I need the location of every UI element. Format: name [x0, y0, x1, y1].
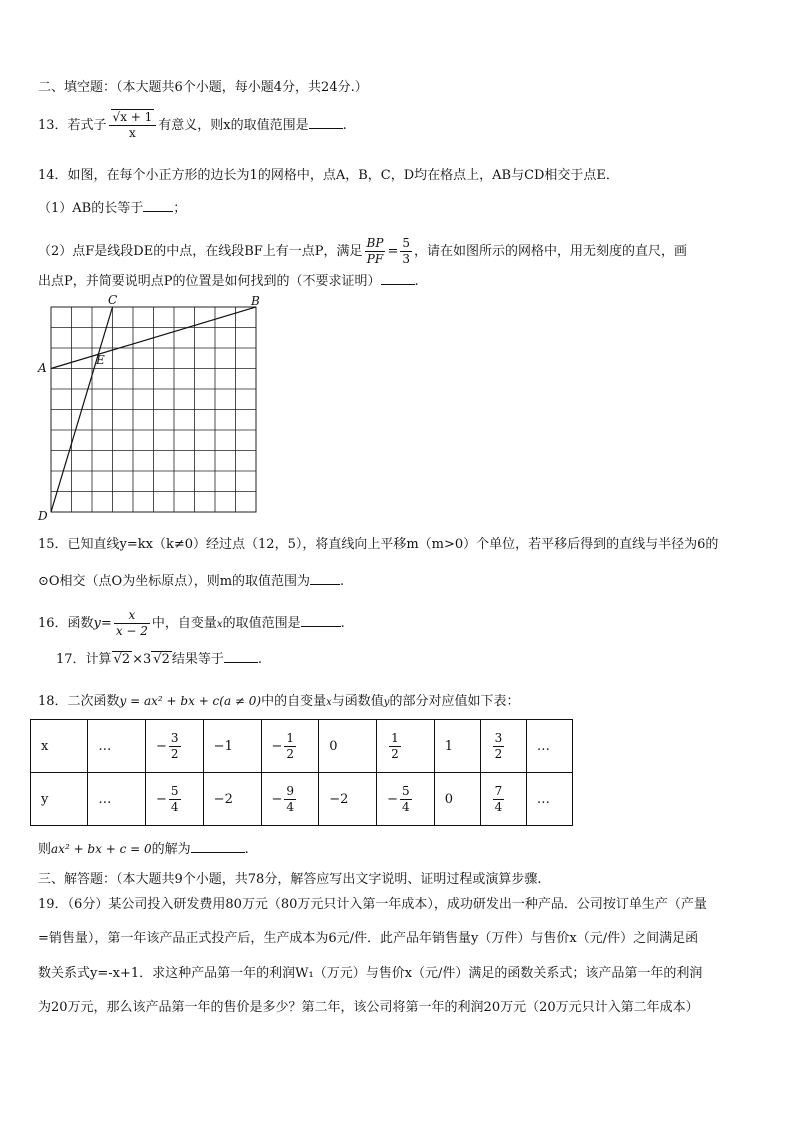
q14-ratio-fraction: $\frac{5}{3}$: [402, 236, 410, 266]
question-19-line4: 为20万元，那么该产品第一年的售价是多少？第二年，该公司将第一年的利润20万元（20万元只计入第二年成本）: [38, 1000, 699, 1015]
section-2-title: 二、填空题：（本大题共6个小题，每小题4分，共24分.）: [38, 80, 368, 95]
question-14-part1: （1）AB的长等于 ；: [38, 201, 187, 216]
q18-answer-formula: ax² + bx + c = 0: [51, 842, 152, 856]
table-cell: 0: [319, 720, 377, 773]
section-3-title: 三、解答题：（本大题共9个小题，共78分，解答应写出文字说明、证明过程或演算步骤.: [38, 872, 542, 887]
q13-denominator: x: [129, 126, 136, 140]
table-cell: $\frac{7}{4}$: [480, 773, 526, 826]
table-cell: …: [526, 773, 572, 826]
question-14-part2-line2: 出点P，并简要说明点P的位置是如何找到的（不要求证明） .: [38, 274, 419, 289]
label-c: C: [108, 293, 118, 307]
q15-answer-blank[interactable]: [310, 572, 340, 585]
question-14-stem: 14．如图，在每个小正方形的边长为1的网格中，点A，B，C，D均在格点上，AB与CD相交于点E．: [38, 168, 619, 183]
table-cell: …: [88, 720, 146, 773]
table-cell: − $\frac{5}{4}$: [377, 773, 435, 826]
q14-part2-blank[interactable]: [381, 272, 415, 285]
table-cell: − $\frac{1}{2}$: [261, 720, 319, 773]
q14-grid-figure: [34, 290, 269, 525]
q13-numerator: √x + 1: [112, 110, 153, 124]
q17-sqrt-2: √2: [153, 652, 170, 667]
table-cell: x: [31, 720, 88, 773]
q17-sqrt-1: √2: [113, 652, 131, 667]
q14-bp-pf-fraction: $\frac{BP}{PF}$: [366, 236, 384, 266]
label-b: B: [251, 294, 260, 308]
question-18: 18．二次函数y = ax² + bx + c(a ≠ 0)中的自变量x与函数值y的部分对应值如下表：: [38, 694, 520, 709]
q18-formula: y = ax² + bx + c(a ≠ 0): [119, 694, 262, 708]
label-d: D: [38, 509, 48, 523]
question-15-line1: 15．已知直线y=kx（k≠0）经过点（12，5），将直线向上平移m（m>0）个单位，若平移后得到的直线与半径为6的: [38, 537, 719, 552]
label-e: E: [96, 353, 105, 367]
table-cell: y: [31, 773, 88, 826]
q13-answer-blank[interactable]: [309, 116, 343, 129]
table-cell: − $\frac{5}{4}$: [145, 773, 203, 826]
q18-value-table: [30, 719, 573, 826]
table-cell: 0: [434, 773, 480, 826]
table-cell: …: [526, 720, 572, 773]
table-cell: 1: [434, 720, 480, 773]
q13-suffix: 有意义，则x的取值范围是: [158, 118, 309, 133]
q13-fraction: [109, 110, 157, 141]
table-cell: …: [88, 773, 146, 826]
table-cell: − $\frac{9}{4}$: [261, 773, 319, 826]
question-19-line3: 数关系式y=-x+1．求这种产品第一年的利润W₁（万元）与售价x（元/件）满足的函数关系式；该产品第一年的利润: [38, 966, 703, 981]
q14-part1-blank[interactable]: [143, 199, 173, 212]
table-cell: − $\frac{3}{2}$: [145, 720, 203, 773]
table-cell: −1: [203, 720, 261, 773]
question-13: 13．若式子 $\frac{√x + 1}{x}$ 有意义，则x的取值范围是 .: [38, 110, 347, 140]
q13-prefix: 13．若式子: [38, 118, 107, 133]
table-cell: $\frac{3}{2}$: [480, 720, 526, 773]
question-14-part2: （2）点F是线段DE的中点，在线段BF上有一点P，满足 $\frac{BP}{PF}$ = $\frac{5}{3}$ ，请在如图所示的网格中，用无刻度的直尺，画: [38, 236, 687, 266]
question-19-line2: =销售量），第一年该产品正式投产后，生产成本为6元/件．此产品年销售量y（万件）与售价x（元/件）之间满足函: [38, 931, 699, 946]
table-cell: −2: [203, 773, 261, 826]
table-cell: −2: [319, 773, 377, 826]
q16-fraction: $\frac{x}{x - 2}$: [115, 608, 148, 638]
q18-answer-blank[interactable]: [191, 840, 245, 853]
question-16: 16．函数y= $\frac{x}{x - 2}$ 中，自变量x的取值范围是 .: [38, 608, 345, 638]
label-a: A: [38, 361, 47, 375]
table-cell: $\frac{1}{2}$: [377, 720, 435, 773]
question-19-line1: 19．（6分）某公司投入研发费用80万元（80万元只计入第一年成本），成功研发出一种产品．公司按订单生产（产量: [38, 897, 707, 912]
question-15-line2: ⊙O相交（点O为坐标原点），则m的取值范围为 .: [38, 574, 345, 589]
question-18-answer: 则ax² + bx + c = 0的解为 .: [38, 842, 249, 857]
question-17: 17．计算 √2 ×3 √2 结果等于 .: [56, 652, 263, 667]
table-row-y: [31, 773, 573, 826]
q17-answer-blank[interactable]: [224, 650, 258, 663]
table-row-x: [31, 720, 573, 773]
q16-answer-blank[interactable]: [301, 614, 341, 627]
